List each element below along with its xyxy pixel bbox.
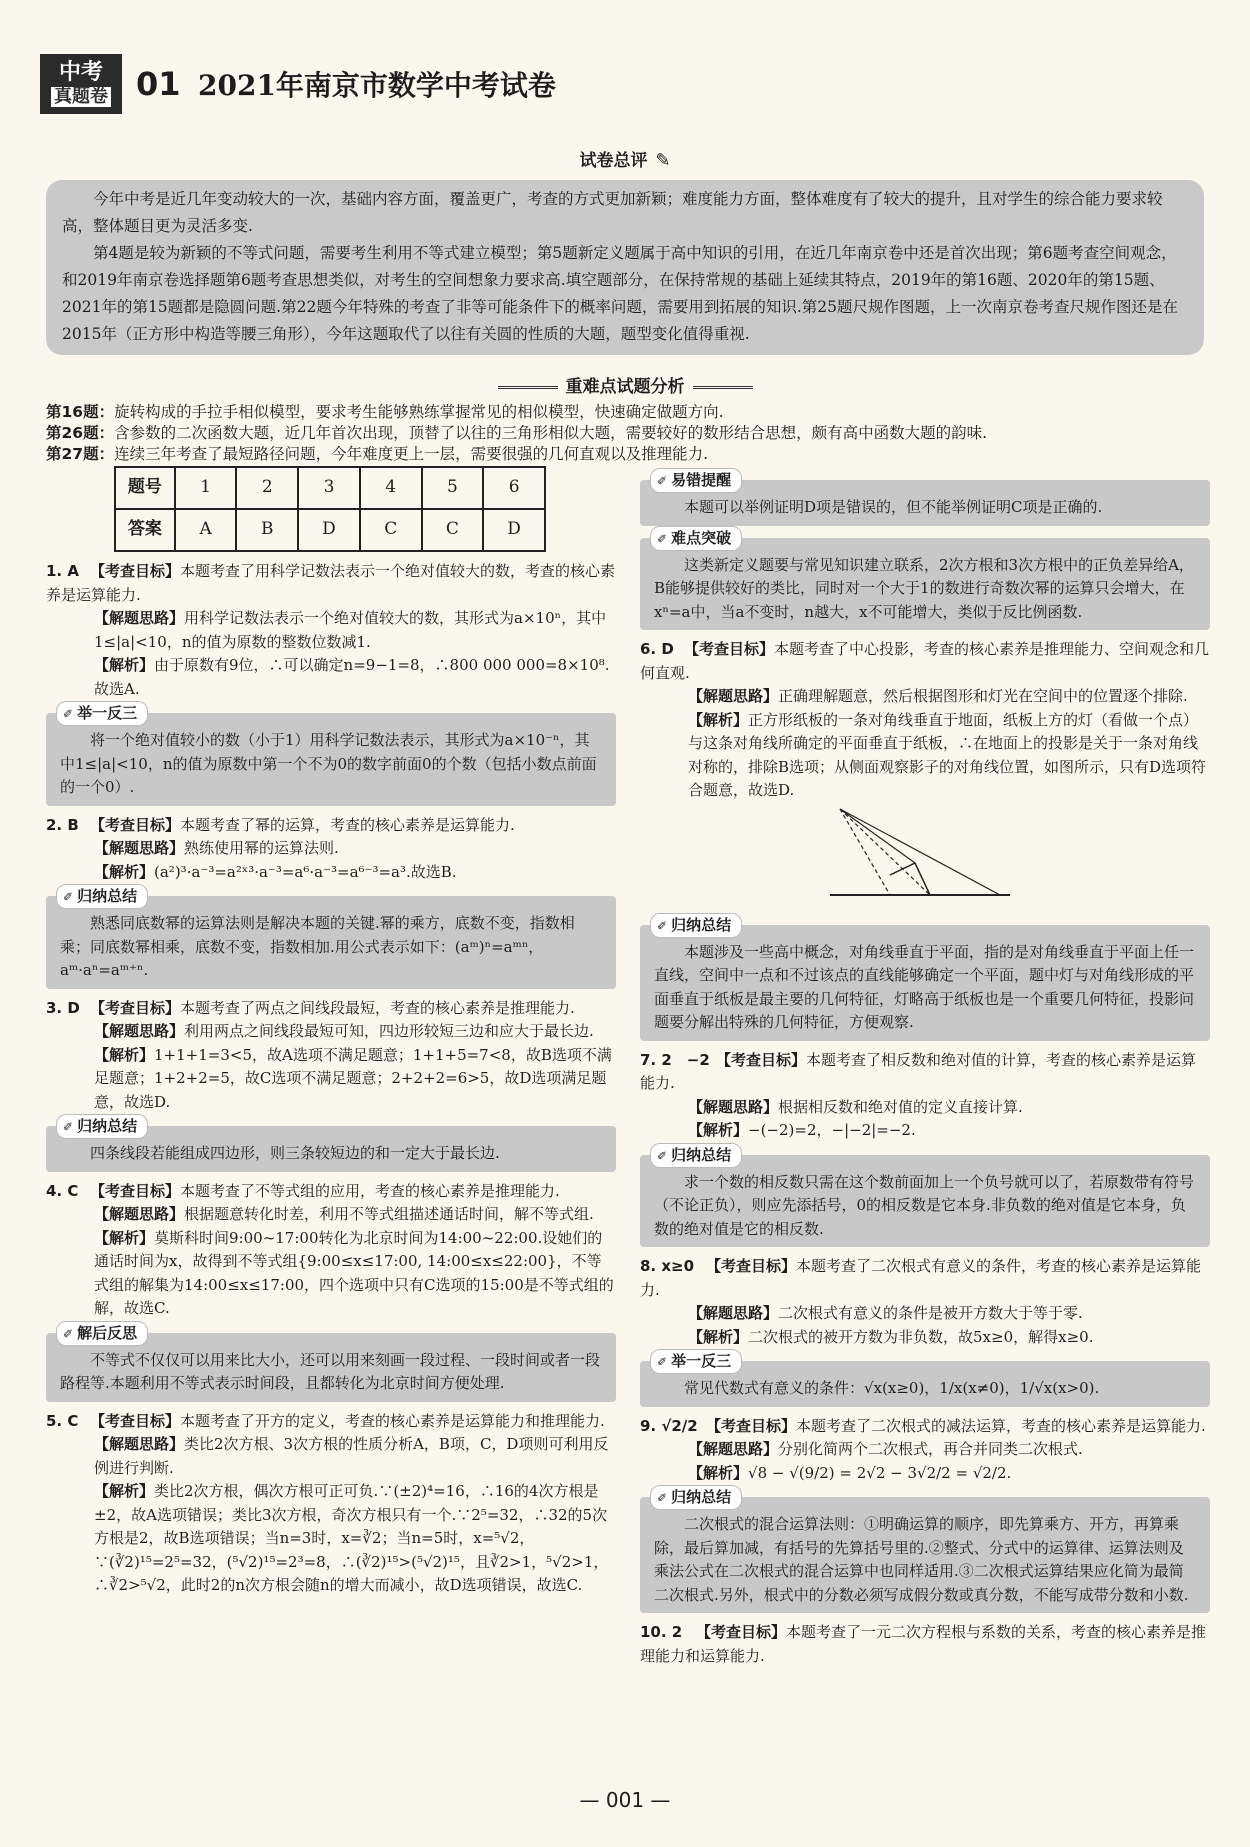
tip-label: ✐ 归纳总结	[650, 1485, 742, 1510]
tip-label: ✐ 归纳总结	[650, 913, 742, 938]
tip-box	[640, 528, 1210, 631]
goal-text: 本题考查了开方的定义，考查的核心素养是运算能力和推理能力.	[180, 1411, 605, 1430]
tag-solution: 【解析】	[94, 1228, 155, 1247]
tag-solution: 【解析】	[94, 1482, 155, 1500]
question-number: 5. C	[46, 1411, 79, 1430]
question-8	[640, 1255, 1210, 1349]
question-9	[640, 1415, 1210, 1486]
table-cell: D	[298, 509, 360, 551]
solution-text: 1+1+1=3<5，故A选项不满足题意；1+1+5=7<8，故B选项不满足题意；1+2+2=5，故C选项不满足题意；2+2+2=6>5，故D选项满足题意，故选D.	[94, 1045, 612, 1111]
pencil-icon: ✐	[657, 1491, 668, 1505]
key-questions	[46, 402, 1206, 465]
tip-text: 这类新定义题要与常见知识建立联系，2次方根和3次方根中的正负差异给A，B能够提供较好的类比，同时对一个大于1的数进行奇数次幂的运算只会增大，在xⁿ=a中，当a不变时，n越大，x不可能增大，类似于反比例函数.	[654, 555, 1194, 621]
divider	[498, 386, 558, 389]
tag-goal: 【考查目标】	[696, 1623, 787, 1641]
tip-box	[46, 704, 616, 806]
goal-text: 本题考查了相反数和绝对值的计算，考查的核心素养是运算能力.	[640, 1050, 1197, 1092]
table-cell: B	[236, 509, 298, 551]
idea-text: 用科学记数法表示一个绝对值较大的数，其形式为a×10ⁿ，其中1≤|a|<10，n的值为原数的整数位数减1.	[94, 609, 607, 651]
goal-text: 本题考查了二次根式的减法运算，考查的核心素养是运算能力.	[796, 1416, 1206, 1435]
note-label: 第16题：	[46, 403, 115, 421]
pencil-icon: ✐	[63, 890, 74, 904]
tag-idea: 【解题思路】	[94, 1022, 185, 1040]
tag-goal: 【考查目标】	[90, 1181, 181, 1200]
tip-label: ✐ 难点突破	[650, 526, 742, 551]
tip-box	[640, 1352, 1210, 1407]
idea-text: 根据题意转化时差，利用不等式组描述通话时间，解不等式组.	[184, 1205, 594, 1223]
question-1	[46, 560, 616, 701]
table-cell: 4	[360, 467, 422, 509]
question-number: 3. D	[46, 998, 80, 1017]
table-cell: C	[422, 509, 484, 551]
table-header: 答案	[115, 509, 175, 551]
tip-box	[640, 915, 1210, 1041]
question-5	[46, 1410, 616, 1598]
tag-goal: 【考查目标】	[706, 1257, 797, 1275]
tip-box	[640, 471, 1210, 526]
summary-paragraph-2: 第4题是较为新颖的不等式问题，需要考生利用不等式建立模型；第5题新定义题属于高中知识的引用，在近几年南京卷中还是首次出现；第6题考查空间观念，和2019年南京卷选择题第6题考查思想类似，对考生的空间想象力要求高.填空题部分，在保持常规的基础上延续其特点，2019年的第16题、2020年的第15题、2021年的第15题都是隐圆问题.第22题今年特殊的考查了非等可能条件下的概率问题，需要用到拓展的知识.第25题尺规作图题，上一次南京卷考查尺规作图还是在2015年（正方形中构造等腰三角形），今年这题取代了以往有关圆的性质的大题，题型变化值得重视.	[62, 244, 1178, 343]
note-text: 含参数的二次函数大题，近几年首次出现，顶替了以往的三角形相似大题，需要较好的数形结合思想，颇有高中函数大题的韵味.	[114, 424, 988, 442]
question-7	[640, 1049, 1210, 1143]
question-number: 7. 2 −2	[640, 1050, 710, 1069]
tip-text: 熟悉同底数幂的运算法则是解决本题的关键.幂的乘方，底数不变，指数相乘；同底数幂相乘，底数不变，指数相加.用公式表示如下：(aᵐ)ⁿ=aᵐⁿ，aᵐ·aⁿ=aᵐ⁺ⁿ.	[60, 914, 575, 979]
note-item	[46, 423, 1206, 444]
idea-text: 利用两点之间线段最短可知，四边形较短三边和应大于最长边.	[184, 1022, 594, 1040]
tip-label: ✐ 归纳总结	[56, 884, 148, 909]
tip-label: ✐ 解后反思	[56, 1321, 148, 1346]
tag-goal: 【考查目标】	[90, 998, 181, 1017]
exam-badge	[40, 54, 122, 114]
summary-box	[46, 180, 1204, 355]
paper-number: 01	[136, 65, 181, 103]
tip-label: ✐ 归纳总结	[650, 1143, 742, 1168]
summary-title: 试卷总评	[579, 151, 648, 171]
table-cell: 1	[175, 467, 237, 509]
tag-goal: 【考查目标】	[684, 640, 775, 658]
pencil-icon: ✐	[657, 1148, 668, 1163]
question-10	[640, 1621, 1210, 1668]
tag-solution: 【解析】	[688, 710, 749, 729]
table-cell: C	[360, 509, 422, 551]
table-cell: A	[175, 509, 237, 551]
pencil-icon: ✐	[657, 531, 668, 546]
solution-text: 由于原数有9位，∴可以确定n=9−1=8，∴800 000 000=8×10⁸.故选A.	[94, 656, 610, 698]
tip-box	[640, 1488, 1210, 1613]
analysis-heading	[0, 372, 1250, 397]
question-number: 4. C	[46, 1181, 79, 1200]
solution-text: 二次根式的被开方数为非负数，故5x≥0，解得x≥0.	[748, 1327, 1094, 1346]
tag-idea: 【解题思路】	[94, 1205, 185, 1223]
pencil-icon: ✐	[657, 474, 668, 488]
tag-goal: 【考查目标】	[706, 1416, 797, 1435]
tip-text: 四条线段若能组成四边形，则三条较短边的和一定大于最长边.	[90, 1144, 500, 1162]
tip-label: ✐ 归纳总结	[56, 1114, 148, 1139]
idea-text: 二次根式有意义的条件是被开方数大于等于零.	[778, 1304, 1083, 1322]
tag-idea: 【解题思路】	[94, 1435, 185, 1453]
question-6	[640, 638, 1210, 803]
note-label: 第26题：	[46, 424, 115, 442]
note-text: 旋转构成的手拉手相似模型，要求考生能够熟练掌握常见的相似模型，快速确定做题方向.	[114, 403, 724, 421]
idea-text: 熟练使用幂的运算法则.	[184, 839, 339, 857]
table-cell: D	[483, 509, 545, 551]
tag-idea: 【解题思路】	[94, 609, 185, 627]
projection-figure	[640, 803, 1210, 913]
tag-solution: 【解析】	[688, 1463, 749, 1482]
paper-title: 2021年南京市数学中考试卷	[198, 69, 556, 102]
tip-label: ✐ 举一反三	[650, 1349, 742, 1374]
tag-idea: 【解题思路】	[688, 687, 779, 705]
badge-bottom: 真题卷	[51, 87, 111, 107]
table-cell: 3	[298, 467, 360, 509]
tip-text: 不等式不仅仅可以用来比大小，还可以用来刻画一段过程、一段时间或者一段路程等.本题利用不等式表示时间段，且都转化为北京时间方便处理.	[60, 1350, 601, 1392]
note-item	[46, 444, 1206, 465]
divider	[693, 386, 753, 389]
badge-top: 中考	[58, 60, 103, 85]
question-number: 6. D	[640, 640, 674, 658]
goal-text: 本题考查了幂的运算，考查的核心素养是运算能力.	[180, 815, 515, 834]
tip-box	[46, 1323, 616, 1402]
table-header: 题号	[115, 467, 175, 509]
summary-paragraph-1: 今年中考是近几年变动较大的一次，基础内容方面，覆盖更广，考查的方式更加新颖；难度能力方面，整体难度有了较大的提升，且对学生的综合能力要求较高，整体题目更为灵活多变.	[62, 190, 1163, 235]
analysis-title: 重难点试题分析	[565, 377, 685, 397]
goal-text: 本题考查了一元二次方程根与系数的关系，考查的核心素养是推理能力和运算能力.	[640, 1623, 1207, 1665]
left-column	[46, 466, 616, 1598]
goal-text: 本题考查了用科学记数法表示一个绝对值较大的数，考查的核心素养是运算能力.	[46, 562, 616, 604]
goal-text: 本题考查了两点之间线段最短，考查的核心素养是推理能力.	[180, 998, 575, 1017]
tag-solution: 【解析】	[94, 1045, 155, 1064]
solution-text: (a²)³·a⁻³=a²ˣ³·a⁻³=a⁶·a⁻³=a⁶⁻³=a³.故选B.	[154, 862, 457, 881]
tip-text: 求一个数的相反数只需在这个数前面加上一个负号就可以了，若原数带有符号（不论正负），则应先添括号，0的相反数是它本身.非负数的绝对值是它本身，负数的绝对值是它的相反数.	[654, 1172, 1195, 1238]
question-number: 8. x≥0	[640, 1257, 695, 1275]
solution-text: 正方形纸板的一条对角线垂直于地面，纸板上方的灯（看做一个点）与这条对角线所确定的平面垂直于纸板，∴在地面上的投影是关于一条对角线对称的，排除B选项；从侧面观察影子的对角线位置，如图所示，只有D选项符合题意，故选D.	[688, 710, 1207, 799]
tip-text: 二次根式的混合运算法则：①明确运算的顺序，即先算乘方、开方，再算乘除，最后算加减，有括号的先算括号里的.②整式、分式中的运算律、运算法则及乘法公式在二次根式的混合运算中也同样适用.③二次根式运算结果应化简为最简二次根式.另外，根式中的分数必须写成假分数或真分数，不能写成带分数和小数.	[654, 1515, 1189, 1604]
projection-diagram	[640, 803, 1210, 913]
pencil-icon: ✐	[63, 1326, 74, 1341]
tip-box	[640, 1145, 1210, 1248]
question-3	[46, 997, 616, 1115]
solution-text: −(−2)=2，−|−2|=−2.	[748, 1121, 916, 1139]
table-row	[115, 467, 545, 509]
note-item	[46, 402, 1206, 423]
idea-text: 根据相反数和绝对值的定义直接计算.	[778, 1097, 1023, 1116]
tag-solution: 【解析】	[688, 1327, 749, 1346]
tip-text: 常见代数式有意义的条件：√x(x≥0)，1/x(x≠0)，1/√x(x>0).	[684, 1379, 1100, 1397]
tag-goal: 【考查目标】	[90, 562, 181, 580]
goal-text: 本题考查了不等式组的应用，考查的核心素养是推理能力.	[180, 1181, 560, 1200]
table-cell: 6	[483, 467, 545, 509]
question-number: 1. A	[46, 562, 79, 580]
tag-idea: 【解题思路】	[94, 839, 185, 857]
tip-label: ✐ 举一反三	[56, 701, 148, 726]
summary-heading	[0, 146, 1250, 171]
tag-solution: 【解析】	[94, 656, 155, 674]
table-row	[115, 509, 545, 551]
tag-goal: 【考查目标】	[90, 815, 181, 834]
tag-idea: 【解题思路】	[688, 1440, 779, 1458]
goal-text: 本题考查了中心投影，考查的核心素养是推理能力、空间观念和几何直观.	[640, 640, 1210, 682]
tip-box	[46, 1117, 616, 1172]
note-label: 第27题：	[46, 445, 115, 463]
question-2	[46, 814, 616, 885]
page-number: — 001 —	[579, 1788, 671, 1812]
answer-table	[114, 466, 546, 552]
goal-text: 本题考查了二次根式有意义的条件，考查的核心素养是运算能力.	[640, 1257, 1202, 1299]
question-number: 10. 2	[640, 1623, 683, 1641]
tag-solution: 【解析】	[94, 862, 155, 881]
table-cell: 5	[422, 467, 484, 509]
tag-goal: 【考查目标】	[716, 1050, 807, 1069]
tag-goal: 【考查目标】	[90, 1411, 181, 1430]
tip-text: 本题涉及一些高中概念，对角线垂直于平面，指的是对角线垂直于平面上任一直线，空间中一点和不过该点的直线能够确定一个平面，题中灯与对角线形成的平面垂直于纸板是最主要的几何特征，灯略高于纸板也是一个重要几何特征，投影问题要分解出特殊的几何特征，方便观察.	[654, 942, 1195, 1031]
pencil-icon: ✐	[63, 707, 74, 721]
tip-label: ✐ 易错提醒	[650, 468, 742, 493]
question-4	[46, 1180, 616, 1321]
pencil-icon: ✐	[63, 1120, 74, 1134]
tag-idea: 【解题思路】	[688, 1304, 779, 1322]
solution-text: 莫斯科时间9:00~17:00转化为北京时间为14:00~22:00.设她们的通话时间为x，故得到不等式组{9:00≤x≤17:00, 14:00≤x≤22:00}，不等式组的解集为14:00≤x≤17:00，四个选项中只有C选项的15:00是不等式组的解，故选C.	[94, 1228, 614, 1317]
note-text: 连续三年考查了最短路径问题，今年难度更上一层，需要很强的几何直观以及推理能力.	[114, 445, 709, 463]
page-header	[40, 52, 556, 116]
question-number: 2. B	[46, 815, 79, 834]
solution-text: 类比2次方根，偶次方根可正可负.∵(±2)⁴=16，∴16的4次方根是±2，故A选项错误；类比3次方根，奇次方根只有一个.∵2⁵=32，∴32的5次方根是2，故B选项错误；当n=3时，x=∛2；当n=5时，x=⁵√2，∵(∛2)¹⁵=2⁵=32，(⁵√2)¹⁵=2³=8，∴(∛2)¹⁵>(⁵√2)¹⁵，且∛2>1，⁵√2>1，∴∛2>⁵√2，此时2的n次方根会随n的增大而减小，故D选项错误，故选C.	[94, 1482, 609, 1594]
tip-text: 本题可以举例证明D项是错误的，但不能举例证明C项是正确的.	[684, 498, 1103, 516]
table-cell: 2	[236, 467, 298, 509]
idea-text: 正确理解题意，然后根据图形和灯光在空间中的位置逐个排除.	[778, 687, 1188, 705]
tag-solution: 【解析】	[688, 1121, 749, 1139]
tip-box	[46, 887, 616, 989]
idea-text: 分别化简两个二次根式，再合并同类二次根式.	[778, 1440, 1083, 1458]
idea-text: 类比2次方根、3次方根的性质分析A，B项，C，D项则可利用反例进行判断.	[94, 1435, 609, 1477]
tag-idea: 【解题思路】	[688, 1097, 779, 1116]
pencil-icon: ✐	[657, 1355, 668, 1369]
right-column	[640, 470, 1210, 1668]
pen-icon: ✎	[655, 150, 671, 171]
solution-text: √8 − √(9/2) = 2√2 − 3√2/2 = √2/2.	[748, 1463, 1012, 1482]
question-number: 9. √2/2	[640, 1416, 698, 1435]
pencil-icon: ✐	[657, 918, 668, 933]
tip-text: 将一个绝对值较小的数（小于1）用科学记数法表示，其形式为a×10⁻ⁿ，其中1≤|a|<10，n的值为原数中第一个不为0的数字前面0的个数（包括小数点前面的一个0）.	[60, 731, 597, 796]
